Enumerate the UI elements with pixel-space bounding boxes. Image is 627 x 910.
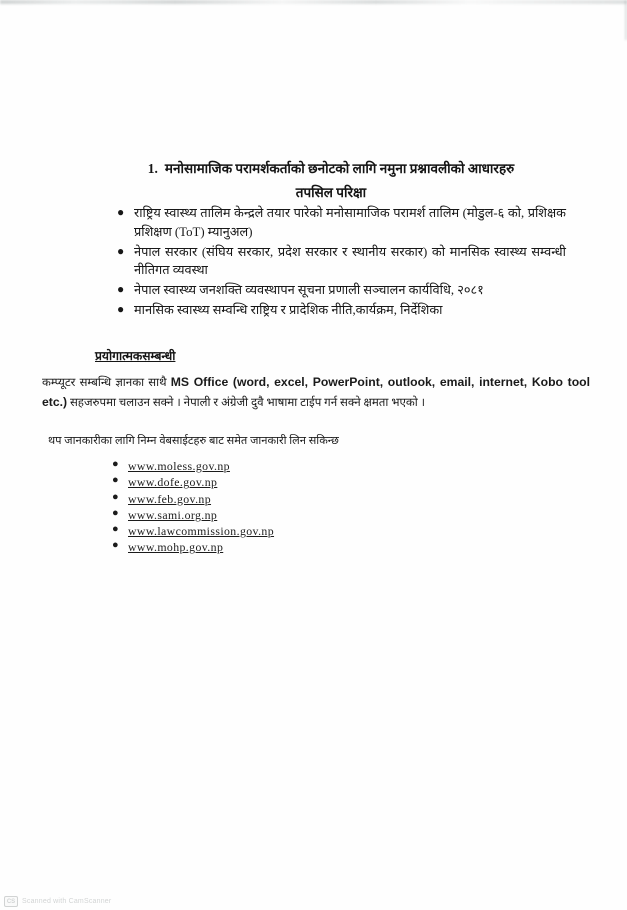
websites-intro-line: थप जानकारीका लागि निम्न वेबसाईटहरु बाट समेत जानकारी लिन सकिन्छ	[48, 435, 339, 447]
basis-bullet-list	[117, 204, 566, 321]
paragraph-english-bold: MS Office (word, excel, PowerPoint, outlook, email, internet, Kobo tool etc.)	[42, 375, 590, 409]
camscanner-watermark	[4, 896, 111, 907]
bullet-icon: ●	[112, 523, 119, 536]
list-item-text: नेपाल सरकार (संघिय सरकार, प्रदेश सरकार र स्थानीय सरकार) को मानसिक स्वास्थ्य सम्वन्धी नीतिगत व्यवस्था	[134, 244, 566, 278]
list-item-text: मानसिक स्वास्थ्य सम्वन्धि राष्ट्रिय र प्रादेशिक नीति,कार्यक्रम, निर्देशिका	[134, 302, 443, 317]
website-url-list	[112, 458, 275, 556]
list-item-text: राष्ट्रिय स्वास्थ्य तालिम केन्द्रले तयार पारेको मनोसामाजिक परामर्श तालिम (मोडुल-६ को, प्रशिक्षक प्रशिक्षण (ToT) म्यानुअल)	[134, 206, 566, 239]
heading-number: 1.	[147, 161, 158, 176]
website-url: www.moless.gov.np	[128, 459, 230, 473]
bullet-icon: ●	[112, 474, 119, 487]
list-item	[112, 539, 274, 555]
practical-section-heading: प्रयोगात्मकसम्बन्धी	[95, 349, 176, 363]
list-item	[117, 301, 566, 320]
bullet-icon: ●	[112, 490, 119, 503]
heading-title-line1: मनोसामाजिक परामर्शकर्ताको छनोटको लागि नमुना प्रश्नावलीको आधारहरु	[164, 161, 515, 176]
website-url: www.feb.gov.np	[128, 491, 212, 506]
list-item	[112, 523, 275, 539]
list-item	[112, 474, 274, 490]
bullet-icon: ●	[117, 282, 125, 297]
paragraph-nepali-suffix: सहजरुपमा चलाउन सक्ने । नेपाली र अंग्रेजी दुवै भाषामा टाईप गर्न सक्ने क्षमता भएको ।	[67, 395, 426, 409]
website-url: www.mohp.gov.np	[128, 540, 224, 555]
website-url: www.sami.org.np	[128, 507, 218, 522]
bullet-icon: ●	[112, 458, 119, 470]
list-item	[112, 458, 274, 474]
list-item	[117, 204, 566, 242]
watermark-text: Scanned with CamScanner	[22, 898, 112, 905]
website-url: www.lawcommission.gov.np	[128, 524, 275, 539]
bullet-icon: ●	[117, 301, 125, 316]
bullet-icon: ●	[117, 243, 125, 258]
list-item	[112, 490, 274, 507]
website-url: www.dofe.gov.np	[128, 475, 218, 490]
practical-paragraph	[42, 373, 590, 412]
bullet-icon: ●	[117, 205, 125, 219]
document-heading	[96, 158, 566, 203]
list-item-text: नेपाल स्वास्थ्य जनशक्ति व्यवस्थापन सूचना प्रणाली सञ्चालन कार्यविधि, २०८१	[134, 283, 484, 298]
heading-title-line2: तपसिल परिक्षा	[295, 184, 367, 200]
paragraph-nepali-prefix: कम्प्यूटर सम्बन्धि ज्ञानका साथै	[42, 376, 171, 389]
list-item	[112, 506, 274, 523]
camscanner-icon: CS	[4, 896, 18, 907]
bullet-icon: ●	[112, 506, 119, 519]
bullet-icon: ●	[112, 539, 119, 552]
list-item	[117, 281, 566, 300]
scan-edge-artifact	[0, 0, 627, 4]
list-item	[117, 243, 566, 281]
